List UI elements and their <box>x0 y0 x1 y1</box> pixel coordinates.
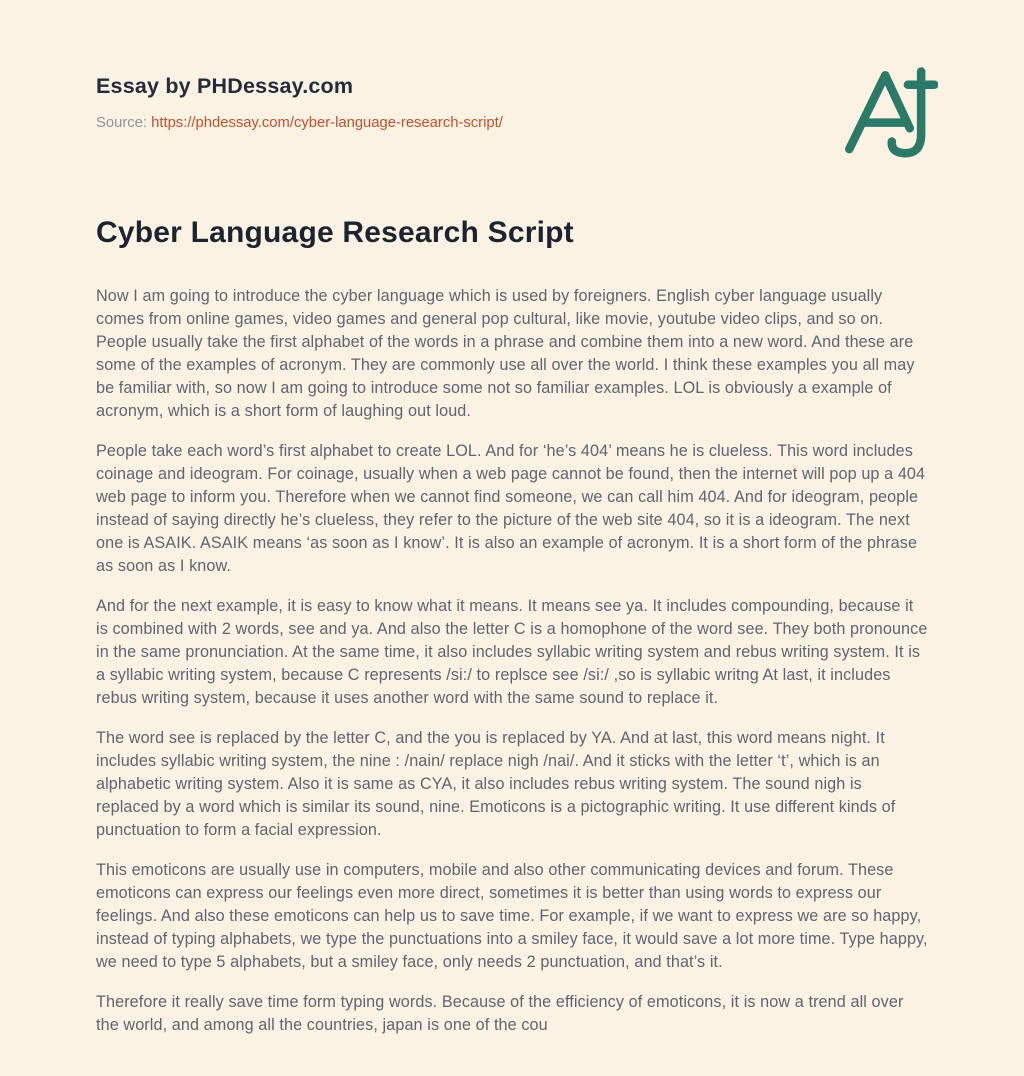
page-header-title: Essay by PHDessay.com <box>96 74 354 98</box>
essay-paragraph: The word see is replaced by the letter C, and the you is replaced by YA. And at last, this word means night. It includes syllabic writing system, the nine : /nain/ replace nigh /nai/. And it sticks with the letter ‘t’, which is an alphabetic writing system. Also it is same as CYA, it also includes rebus writing system. The sound nigh is replaced by a word which is similar its sound, nine. Emoticons is a pictographic writing. It use different kinds of punctuation to form a facial expression. <box>96 729 896 839</box>
bottom-fade <box>0 1042 1024 1076</box>
source-link[interactable]: https://phdessay.com/cyber-language-research-script/ <box>151 115 503 131</box>
source-label: Source: <box>96 115 147 131</box>
essay-paragraph: And for the next example, it is easy to know what it means. It means see ya. It includes compounding, because it is combined with 2 words, see and ya. And also the letter C is a homophone of the word see. They both pronounce in the same pronunciation. At the same time, it also includes syllabic writing system and rebus writing system. It is a syllabic writing system, because C represents /si:/ to replsce see /si:/ ,so is syllabic writng At last, it includes rebus writing system, because it uses another word with the same sound to replace it. <box>96 597 928 707</box>
essay-paragraph: People take each word’s first alphabet to create LOL. And for ‘he’s 404’ means he is clueless. This word includes coinage and ideogram. For coinage, usually when a web page cannot be found, then the internet will pop up a 404 web page to inform you. Therefore when we cannot find someone, we can call him 404. And for ideogram, people instead of saying directly he’s clueless, they refer to the picture of the web site 404, so it is a ideogram. The next one is ASAIK. ASAIK means ‘as soon as I know’. It is also an example of acronym. It is a short form of the phrase as soon as I know. <box>96 442 926 575</box>
essay-paragraph: Therefore it really save time form typing words. Because of the efficiency of emoticons, it is now a trend all over the world, and among all the countries, japan is one of the cou <box>96 993 904 1034</box>
essay-paragraph: This emoticons are usually use in computers, mobile and also other communicating devices and forum. These emoticons can express our feelings even more direct, sometimes it is better than using words to express our feelings. And also these emoticons can help us to save time. For example, if we want to express we are so happy, instead of typing alphabets, we type the punctuations into a smiley face, it would save a lot more time. Type happy, we need to type 5 alphabets, but a smiley face, only needs 2 punctuation, and that’s it. <box>96 861 928 971</box>
source-line <box>96 115 928 131</box>
phdessay-a-plus-logo-icon <box>840 64 938 168</box>
essay-title: Cyber Language Research Script <box>96 216 574 249</box>
essay-body <box>96 285 928 1037</box>
essay-paragraph: Now I am going to introduce the cyber language which is used by foreigners. English cyber language usually comes from online games, video games and general pop cultural, like movie, youtube video clips, and so on. People usually take the first alphabet of the words in a phrase and combine them into a new word. And these are some of the examples of acronym. They are commonly use all over the world. I think these examples you all may be familiar with, so now I am going to introduce some not so familiar examples. LOL is obviously a example of acronym, which is a short form of laughing out loud. <box>96 287 915 420</box>
